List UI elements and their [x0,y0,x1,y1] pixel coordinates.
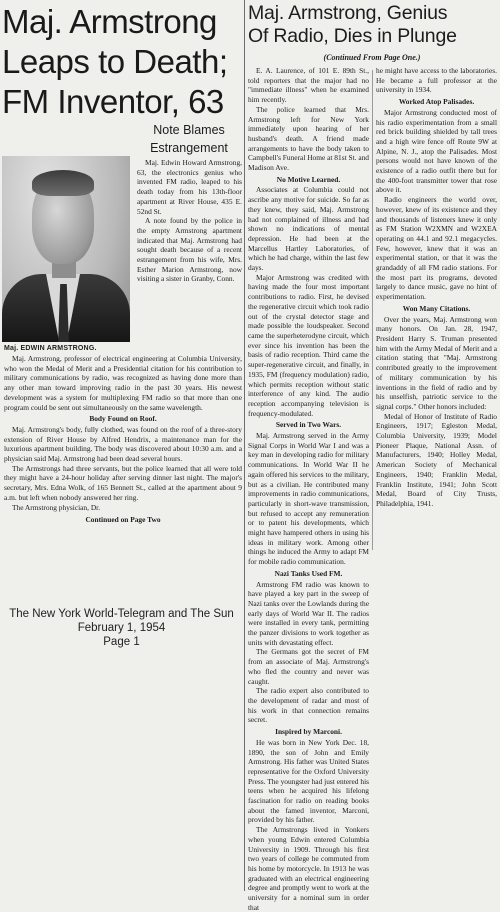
subhead: Body Found on Roof. [89,414,157,424]
article-paragraph: Major Armstrong was credited with having made the four most important contributions to radio. First, he devised the regenerative circuit which took radio out of the crystal detector stage and made possible the loudspeaker. Second came the superheterodyne circuit, which ever since his invention has been the basis of radio reception. Third came the super-regenerative circuit, and finally, in 1935, FM (frequency modulation) radio, which permits reception without static interference of any kind. The audio reception accompanying television is frequency-modulated. [248,272,369,418]
article-paragraph: Maj. Armstrong, professor of electrical engineering at Columbia University, who won the Medal of Merit and a Presidential citation for his contribution to military communications by radio, was recognized as having done more than any other man toward improving radio in the past 30 years. His newest development was a system for multiplexing FM radio so that more than one program could be sent out simultaneously on the same wavelength. [4,354,242,412]
article-paragraph: E. A. Laurence, of 101 E. 89th St., told reporters that the major had no "immediate illness" when he examined him recently. [248,66,369,105]
article-paragraph: Maj. Edwin Howard Armstrong, 63, the electronics genius who invented FM radio, leaped to his death today from his 13th-floor apartment at River House, 435 E. 52nd St. [137,158,242,216]
deck-line: Note Blames [153,123,225,137]
left-headline-line: FM Inventor, 63 [2,83,224,120]
continued-from-label: (Continued From Page One.) [323,53,421,62]
right-headline [248,2,498,48]
subhead: Nazi Tanks Used FM. [274,568,343,578]
photo-caption: Maj. EDWIN ARMSTRONG. [4,345,97,352]
article-paragraph: Medal of Honor of Institute of Radio Engineers, 1917; Egleston Medal, Columbia University, 1939; Model Pioneer Plaque, National Assn. of Manufacturers, 1940; Holley Medal, American Society of Mechanical Engineers, 1940; Franklin Medal, Franklin Institute, 1941; John Scott Medal, Board of City Trusts, Philadelphia, 1941. [376,411,497,508]
column-divider [244,0,245,891]
credit-line: The New York World-Telegram and The Sun [9,608,234,620]
right-column-2 [376,66,497,509]
article-paragraph: The radio expert also contributed to the development of radar and most of his work in that connection remains secret. [248,686,369,725]
left-column-top [137,158,242,284]
article-paragraph: Maj. Armstrong's body, fully clothed, was found on the roof of a three-story extension of River House by Alfred Hendrix, a maintenance man for the luxurious apartment building. The body was discovered about 10:30 a.m. and a physician said Maj. Armstrong had been dead several hours. [4,424,242,464]
article-paragraph: The Armstrongs had three servants, but the police learned that all were told they might have a 24-hour holiday after serving dinner last night. The major's secretary, Mrs. Edna Wolk, of 165 Bennett St., called at the apartment about 9 a.m. but left when nobody answered her ring. [4,463,242,502]
left-headline-line: Leaps to Death; [2,43,228,80]
source-credit [0,607,243,649]
article-paragraph: The Armstrongs lived in Yonkers when young Edwin entered Columbia University in 1909. Through his first two years of college he commuted from his home by motorcycle. In 1913 he was graduated with an electrical engineering degree and promptly went to work at the university for a nominal sum in order that [248,825,369,912]
credit-line: February 1, 1954 [77,622,166,634]
left-headline-line: Maj. Armstrong [2,3,217,40]
portrait-photo [2,156,130,342]
subhead: Won Many Citations. [402,303,471,313]
continued-on-label: Continued on Page Two [85,515,161,525]
subhead: No Motive Learned. [276,174,341,184]
column-divider [372,70,373,550]
article-paragraph: Radio engineers the world over, however, knew of its existence and they and thousands of listeners knew it only as FM Station W2XMN and W2XEA operating on 44.1 and 92.1 megacycles. Few, however, knew that it was an experimental station, or that it was the grandaddy of all FM radio stations. For the most part its programs, devoted largely to dance music, gave no hint of experimentation. [376,195,497,302]
left-headline [2,2,243,122]
left-article [0,0,243,640]
left-deck [136,121,242,157]
article-paragraph: The Germans got the secret of FM from an associate of Maj. Armstrong's who fled the country and never was caught. [248,647,369,686]
article-paragraph: Over the years, Maj. Armstrong won many honors. On Jan. 28, 1947, President Harry S. Truman presented him with the Army Medal of Merit and a citation stating that "Maj. Armstrong contributed greatly to the improvement of military communication by his inventions in the field of radio and by his unselfish, patriotic service to the signal corps." Other honors included: [376,314,497,411]
subhead: Worked Atop Palisades. [398,97,475,107]
article-paragraph: Maj. Armstrong served in the Army Signal Corps in World War I and was a key man in developing radio for military communications. In World War II he again offered his services to the military, but as a civilian. He contributed many improvements in radio communications, particularly in short-wave transmission, but refused to accept any remuneration or to patent his developments, which might have hampered others in using his ideas in military work. Among other things he induced the Army to adapt FM for mobile radio communication. [248,431,369,567]
right-column-1 [248,66,369,912]
credit-line: Page 1 [103,636,140,648]
subhead: Served in Two Wars. [275,420,342,430]
article-paragraph: Associates at Columbia could not ascribe any motive for suicide. So far as they knew, they said, Maj. Armstrong had not complained of illness and had shown no indications of mental depression. He had been at the Marcellus Hartley Laboratories, of which he had charge, within the last few days. [248,185,369,273]
subhead: Inspired by Marconi. [275,727,342,737]
article-paragraph: The Armstrong physician, Dr. [12,502,101,512]
article-paragraph: Armstrong FM radio was known to have played a key part in the sweep of Nazi tanks over the Lowlands during the early days of World War II. The radios were installed in every tank, permitting the panzer divisions to work together as units with devastating effect. [248,579,369,647]
article-paragraph: he might have access to the laboratories. He became a full professor at the university in 1934. [376,66,497,95]
article-paragraph: The police learned that Mrs. Armstrong left for New York immediately upon hearing of her husband's death. A friend made arrangements to have the body taken to Campbell's Funeral Home at 81st St. and Madison Ave. [248,104,370,173]
article-paragraph: He was born in New York Dec. 18, 1890, the son of John and Emily Armstrong. His father was United States representative for the Oxford University Press. The youngster had just entered his teens when he acquired his lifelong fascination for radio on reading books about the famed inventor, Marconi, provided by his father. [248,737,369,825]
article-paragraph: A note found by the police in the empty Armstrong apartment indicated that Maj. Armstrong had sought death because of a recent estrangement from his wife, Mrs. Esther Marion Armstrong, now visiting a sister in Granby, Conn. [137,216,242,284]
right-headline-line: Of Radio, Dies in Plunge [248,25,457,47]
deck-line: Estrangement [150,141,228,155]
right-headline-line: Maj. Armstrong, Genius [248,2,448,24]
left-column-bottom [4,354,242,525]
article-paragraph: Major Armstrong conducted most of his radio experimentation from a small red brick building shielded by tall trees and a high wire fence off Route 9W at Alpine, N. J., atop the Palisades. Most persons would not have known of the existence of a radio outfit there but for the 400-foot transmitter tower that rose above it. [376,107,497,195]
